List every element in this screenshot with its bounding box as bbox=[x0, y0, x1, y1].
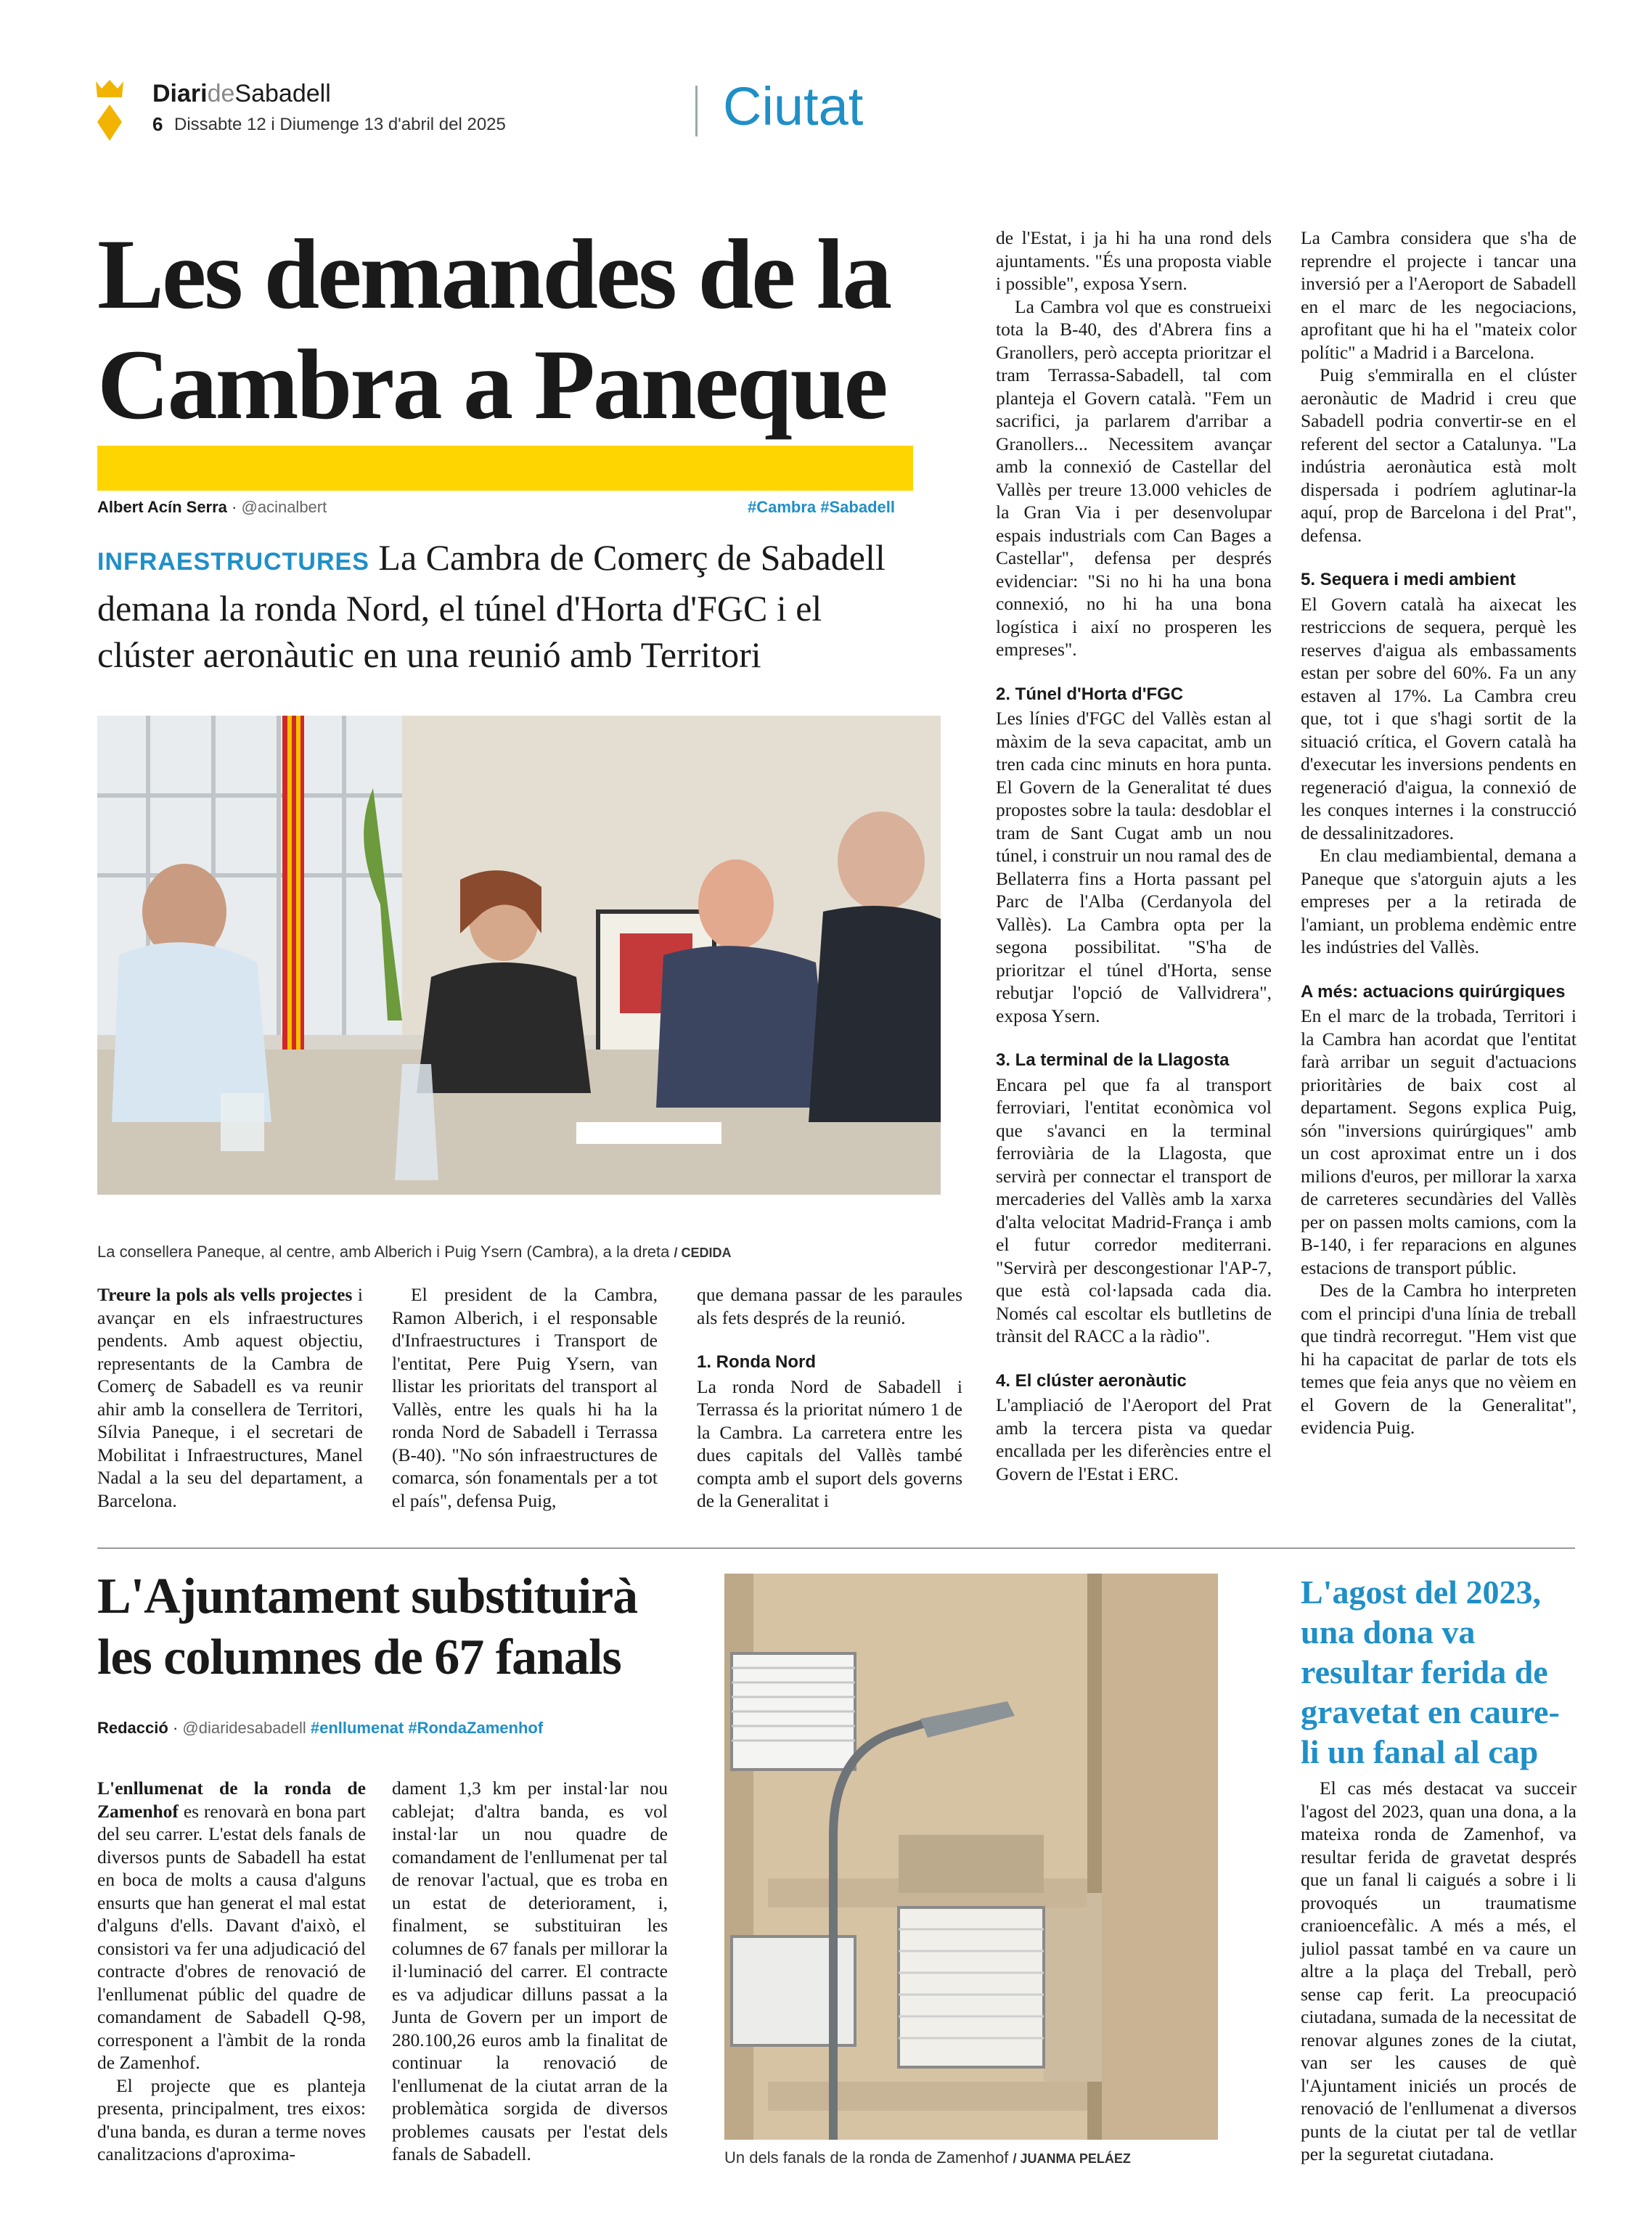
page-number: 6 bbox=[152, 113, 163, 135]
brand-name: DiarideSabadell bbox=[152, 80, 331, 107]
author-handle-2: @diaridesabadell bbox=[182, 1719, 306, 1737]
kicker: INFRAESTRUCTURES bbox=[97, 548, 369, 576]
subhead-ronda-nord: 1. Ronda Nord bbox=[697, 1352, 817, 1372]
lead-text: La Cambra de Comerç de Sabadell demana la ronda Nord, el túnel d'Horta d'FGC i el clúster aeronàutic en una reunió amb Territori bbox=[97, 537, 886, 675]
second-headline: L'Ajuntament substituirà les columnes de 67 fanals bbox=[97, 1569, 638, 1685]
subhead-sequera: 5. Sequera i medi ambient bbox=[1301, 570, 1516, 589]
article2-column-2: dament 1,3 km per instal·lar nou cablejat; d'altra banda, es vol instal·lar un nou quadre de comandament de l'enllumenat per tal de renovar l'actual, que es troba en un estat de deteriorament, i, finalment, se substituiran les columnes de 67 fanals per millorar la il·luminació del carrer. El contracte es va adjudicar dilluns passat a la Junta de Govern per un import de 280.100,26 euros amb la finalitat de continuar la renovació de l'enllumenat de la ciutat arran de la problemàtica sorgida de diversos problemes causats per l'estat dels fanals de Sabadell. bbox=[392, 1778, 668, 2164]
author-name: Albert Acín Serra bbox=[97, 498, 227, 516]
article-divider bbox=[97, 1547, 1575, 1549]
article-column-5: La Cambra considera que s'ha de reprendre el projecte i tancar una inversió per a l'Aeroport de Sabadell en el marc de les negociacions, aprofitant que hi ha el "mateix color polític" a Madrid i a Barcelona. Puig s'emmiralla en el clúster aeronàutic de Madrid i creu que Sabadell podria convertir-se en el referent del sector a Catalunya. "La indústria aeronàutica està molt dispersada i podríem aglutinar-la aquí, prop de Barcelona i del Prat", defensa. 5. Sequera i medi ambient El Govern català ha aixecat les restriccions de sequera, perquè les reserves d'aigua als embassaments estan per sobre del 60%. Fa un any estaven al 17%. La Cambra creu que, tot i que s'hagi sortit de la situació crítica, el Govern català ha d'executar les inversions pendents en regeneració d'aigua, la connexió de les conques internes i la construcció de dessalinitzadores. En clau mediambiental, demana a Paneque que s'atorguin ajuts a les empreses per a la retirada de l'amiant, un problema endèmic entre les indústries del Vallès. A més: actuacions quirúrgiques En el marc de la trobada, Territori i la Cambra han acordat que l'entitat farà arribar un seguit d'actuacions prioritàries de baix cost al departament. Segons explica Puig, són "inversions quirúrgiques" amb un cost aproximat entre un i dos milions d'euros, per millorar la xarxa de carreteres secundàries del Vallès per on passen molts camions, com la B-140, i fer reparacions en algunes estacions de transport públic. Des de la Cambra ho interpreten com el principi d'una línia de treball que tindrà recorregut. "Hem vist que hi ha capacitat de parlar de tots els temes que feia anys que no vèiem en el Govern de la Generalitat", evidencia Puig. bbox=[1301, 227, 1577, 1438]
meeting-photo bbox=[97, 716, 941, 1195]
issue-date: Dissabte 12 i Diumenge 13 d'abril del 2025 bbox=[174, 115, 506, 134]
photo-credit: / CEDIDA bbox=[674, 1246, 732, 1260]
subhead-cluster-aeronautic: 4. El clúster aeronàutic bbox=[996, 1370, 1187, 1391]
article-column-4: de l'Estat, i ja hi ha una rond dels ajuntaments. "És una proposta viable i possible", exposa Ysern. La Cambra vol que es construeixi tota la B-40, des d'Abrera fins a Granollers, però accepta prioritzar el tram Terrassa-Sabadell, tal com planteja el Govern català. "Fem un sacrifici, ja parlarem d'arribar a Granollers... Necessitem avançar amb la connexió de Castellar del Vallès per treure 13.000 vehicles de la Gran Via i per desenvolupar espais industrials com Can Bages a Castellar", defensa per després evidenciar: "Si no hi ha una bona connexió, no hi ha una bona logística i així no prosperen les empreses". 2. Túnel d'Horta d'FGC Les línies d'FGC del Vallès estan al màxim de la seva capacitat, amb un tren cada cinc minuts en hora punta. El Govern de la Generalitat té dues propostes sobre la taula: desdoblar el tram de Sant Cugat amb un nou túnel, i construir un nou ramal des de Bellaterra fins a Horta passant pel Parc de l'Alba (Cerdanyola del Vallès). La Cambra opta per la segona possibilitat. "S'ha de prioritzar el túnel d'Horta, sense rebutjar l'opció de Vallvidrera", exposa Ysern. 3. La terminal de la Llagosta Encara pel que fa al transport ferroviari, l'entitat econòmica vol que s'avanci en la terminal ferroviària de la Llagosta, que servirà per connectar el transport de mercaderies del Vallès amb la xarxa d'alta velocitat Madrid-França i amb el futur corredor mediterrani. "Servirà per descongestionar l'AP-7, que està col·lapsada cada dia. Només cal escoltar els butlletins de trànsit del RACC a la ràdio". 4. El clúster aeronàutic L'ampliació de l'Aeroport del Prat amb la tercera pista va quedar encallada per les diferències entre el Govern de l'Estat i ERC. bbox=[996, 227, 1272, 1484]
article-lead bbox=[97, 534, 925, 678]
headline-highlight-bar bbox=[97, 446, 913, 491]
article-column-2: El president de la Cambra, Ramon Alberich, i el responsable d'Infraestructures i Transport de l'entitat, Pere Puig Ysern, van llistar les prioritats del transport al Vallès, entre les quals hi ha la ronda Nord de Sabadell i Terrassa (B-40). "No són infraestructures de comarca, són fonamentals per a tot el país", defensa Puig, bbox=[392, 1284, 658, 1511]
hashtag-enllumenat: #enllumenat bbox=[310, 1719, 404, 1737]
sidebar-headline: L'agost del 2023, una dona va resultar ferida de gravetat en caure-li un fanal al cap bbox=[1301, 1574, 1560, 1770]
hashtags: #Cambra #Sabadell bbox=[748, 498, 895, 516]
hashtag-ronda: #RondaZamenhof bbox=[408, 1719, 544, 1737]
byline-2: Redacció · @diaridesabadell #enllumenat #RondaZamenhof bbox=[97, 1719, 544, 1737]
article-column-3: que demana passar de les paraules als fets després de la reunió. 1. Ronda Nord La ronda Nord de Sabadell i Terrassa és la prioritat número 1 de la Cambra. La carretera entre les dues capitals del Vallès també compta amb el suport dels governs de la Generalitat i bbox=[697, 1284, 962, 1511]
streetlight-photo bbox=[724, 1574, 1218, 2140]
newspaper-logo-icon bbox=[93, 78, 126, 144]
opening-words: Treure la pols als vells projectes bbox=[97, 1284, 353, 1305]
photo2-credit: / JUANMA PELÁEZ bbox=[1013, 2151, 1131, 2166]
article2-column-1: L'enllumenat de la ronda de Zamenhof es renovarà en bona part del seu carrer. L'estat dels fanals de diversos punts de Sabadell ha estat en boca de molts a causa d'alguns ensurts que han generat el mal estat d'alguns d'ells. Davant d'això, el consistori va fer una adjudicació del contracte d'obres de renovació de l'enllumenat públic del quadre de comandament de Sabadell Q-98, corresponent a l'àmbit de la ronda de Zamenhof. El projecte que es planteja presenta, principalment, tres eixos: d'una banda, es duran a terme noves canalitzacions d'aproxima- bbox=[97, 1778, 366, 2164]
section-title: Ciutat bbox=[723, 76, 864, 136]
main-headline: Les demandes de la Cambra a Paneque bbox=[97, 218, 891, 440]
subhead-terminal-llagosta: 3. La terminal de la Llagosta bbox=[996, 1050, 1230, 1070]
subhead-actuacions: A més: actuacions quirúrgiques bbox=[1301, 981, 1566, 1002]
article-column-1: Treure la pols als vells projectes i avançar en els infraestructures pendents. Amb aquest objectiu, representants de la Cambra de Comerç de Sabadell es va reunir ahir amb la consellera de Territori, Sílvia Paneque, i el secretari de Mobilitat i Infraestructures, Manel Nadal a la seu del departament, a Barcelona. bbox=[97, 1284, 363, 1511]
author-name-2: Redacció bbox=[97, 1719, 168, 1737]
author-handle: @acinalbert bbox=[241, 498, 327, 516]
header-divider bbox=[695, 86, 698, 136]
opening-words-2: L'enllumenat de la ronda de Zamenhof bbox=[97, 1778, 366, 1822]
photo-caption: La consellera Paneque, al centre, amb Alberich i Puig Ysern (Cambra), a la dreta / CEDIDA bbox=[97, 1243, 732, 1261]
byline: Albert Acín Serra · @acinalbert bbox=[97, 498, 327, 516]
sidebar-column: El cas més destacat va succeir l'agost del 2023, quan una dona, a la mateixa ronda de Zamenhof, va resultar ferida de gravetat després que un fanal li caigués a sobre i li provoqués un traumatisme cranioencefàlic. A més a més, el juliol passat també en va caure un altre a la plaça del Treball, però sense cap ferit. La preocupació ciutadana, sumada de la necessitat de renovar algunes zones de la ciutat, van ser les causes de què l'Ajuntament iniciés un procés de renovació de l'enllumenat a diversos punts de la ciutat per tal de vetllar per la seguretat ciutadana. bbox=[1301, 1778, 1577, 2164]
photo2-caption: Un dels fanals de la ronda de Zamenhof / JUANMA PELÁEZ bbox=[724, 2148, 1131, 2167]
subhead-tunel-horta: 2. Túnel d'Horta d'FGC bbox=[996, 684, 1184, 704]
